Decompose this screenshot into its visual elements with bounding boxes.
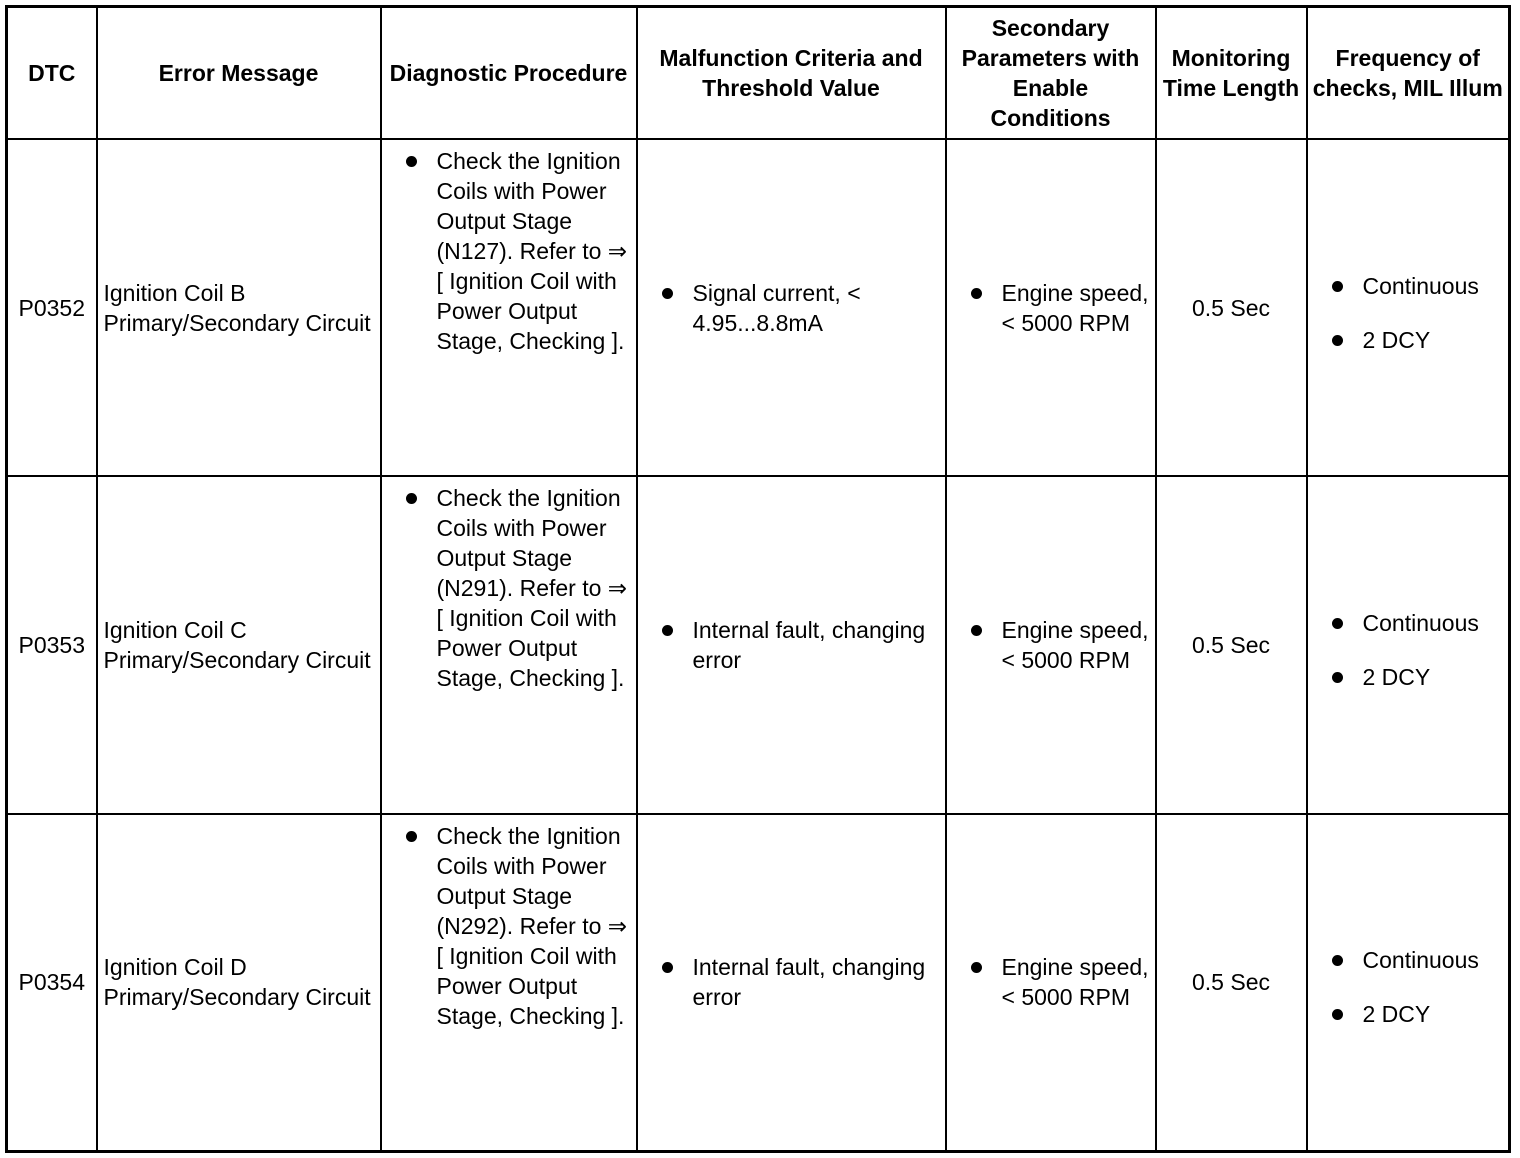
criteria-item: Internal fault, changing error [638,615,945,675]
monitoring-time: 0.5 Sec [1156,139,1307,476]
criteria-item: Signal current, < 4.95...8.8mA [638,278,945,338]
dtc-code: P0354 [7,814,97,1152]
header-malfunction-criteria: Malfunction Criteria and Threshold Value [637,7,946,140]
header-secondary-parameters: Secondary Parameters with Enable Conditions [946,7,1156,140]
monitoring-time: 0.5 Sec [1156,814,1307,1152]
procedure-list [382,477,636,693]
diagnostic-procedure-cell [381,139,637,476]
procedure-list [382,815,636,1031]
frequency-cell [1307,139,1510,476]
procedure-item: Check the Ignition Coils with Power Output Stage (N292). Refer to ⇒ [ Ignition Coil with Power Output Stage, Checking ]. [382,821,636,1031]
header-frequency: Frequency of checks, MIL Illum [1307,7,1510,140]
frequency-list [1308,608,1509,692]
diagnostic-procedure-cell [381,814,637,1152]
secondary-parameters-cell [946,814,1156,1152]
secondary-list [947,952,1155,1012]
procedure-item: Check the Ignition Coils with Power Output Stage (N291). Refer to ⇒ [ Ignition Coil with Power Output Stage, Checking ]. [382,483,636,693]
frequency-item: 2 DCY [1308,999,1509,1029]
criteria-item: Internal fault, changing error [638,952,945,1012]
secondary-list [947,278,1155,338]
header-row [7,7,1510,140]
error-message: Ignition Coil B Primary/Secondary Circuit [97,139,381,476]
malfunction-criteria-cell [637,139,946,476]
malfunction-criteria-cell [637,814,946,1152]
header-dtc: DTC [7,7,97,140]
frequency-item: Continuous [1308,945,1509,975]
dtc-code: P0353 [7,476,97,813]
criteria-list [638,952,945,1012]
header-error-message: Error Message [97,7,381,140]
frequency-item: Continuous [1308,608,1509,638]
secondary-item: Engine speed, < 5000 RPM [947,278,1155,338]
secondary-list [947,615,1155,675]
diagnostic-procedure-cell [381,476,637,813]
header-monitoring-time: Monitoring Time Length [1156,7,1307,140]
criteria-list [638,278,945,338]
header-diagnostic-procedure: Diagnostic Procedure [381,7,637,140]
frequency-item: Continuous [1308,271,1509,301]
error-message: Ignition Coil D Primary/Secondary Circuit [97,814,381,1152]
malfunction-criteria-cell [637,476,946,813]
frequency-item: 2 DCY [1308,662,1509,692]
dtc-table [5,5,1511,1153]
secondary-item: Engine speed, < 5000 RPM [947,952,1155,1012]
secondary-parameters-cell [946,476,1156,813]
table-row [7,139,1510,476]
monitoring-time: 0.5 Sec [1156,476,1307,813]
dtc-code: P0352 [7,139,97,476]
error-message: Ignition Coil C Primary/Secondary Circuit [97,476,381,813]
procedure-list [382,140,636,356]
frequency-list [1308,945,1509,1029]
secondary-parameters-cell [946,139,1156,476]
procedure-item: Check the Ignition Coils with Power Output Stage (N127). Refer to ⇒ [ Ignition Coil with Power Output Stage, Checking ]. [382,146,636,356]
secondary-item: Engine speed, < 5000 RPM [947,615,1155,675]
frequency-item: 2 DCY [1308,325,1509,355]
frequency-list [1308,271,1509,355]
criteria-list [638,615,945,675]
frequency-cell [1307,814,1510,1152]
table-row [7,814,1510,1152]
frequency-cell [1307,476,1510,813]
table-row [7,476,1510,813]
